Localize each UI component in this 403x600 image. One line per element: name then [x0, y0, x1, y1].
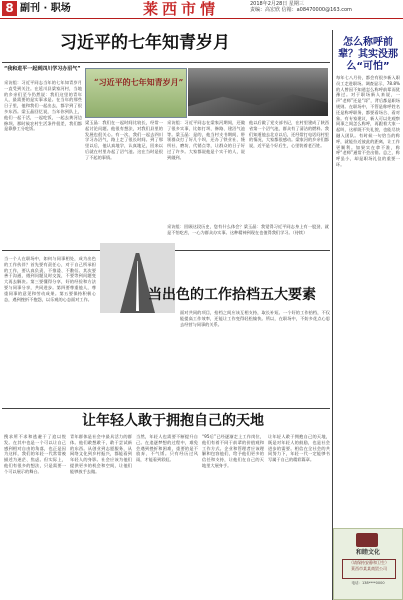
- section-label: 副刊 · 职场: [20, 3, 71, 14]
- sidebar-title: 怎么称呼前辈？其实没那么“可怕”: [338, 37, 398, 72]
- ad-line2: 莱西市某某商贸公司: [351, 566, 387, 571]
- ad-logo-icon: [356, 533, 378, 547]
- advertisement: [333, 528, 403, 600]
- page-number: 8: [2, 1, 17, 16]
- date-line: 2018年2月28日 星期三: [250, 1, 304, 7]
- ad-line1: （请保持安静和卫生）: [349, 560, 389, 565]
- book-cover-title: “习近平的七年知青岁月”: [94, 77, 184, 87]
- article3-col3: 当然，年轻人也需要不断提升自己。在追逐梦想的过程中，难免会遇到挫折和困难，重要的是不放弃、不气馁。只有经历过风雨，才能看到彩虹。: [136, 434, 198, 463]
- article3-col5: 让年轻人敢于拥抱自己的天地，既是对年轻人的鼓励，也是社会进步的需要。相信在全社会的共同努力下，年轻一代一定能够书写属于自己的精彩篇章。: [268, 434, 330, 463]
- article1-col1: 采访组：习近平同志当年的七年知青岁月一直受到关注。在延川县梁家河村，当地的乡亲们至今仍然说：我们这里的青年人，最需要的是实事求是。在当年的那些日子里，他和我们一起出去，都学到了很多东西。梁玉晶回忆说，当年你到队上，他们一起干活，一起吃饭，一起去黄河边修坝。那时候农村生活条件很差，我们都是靠挣工分吃饭。: [4, 80, 82, 132]
- sidebar-body: 每年七八月份，都会有很多新入职员工走进职场。调查显示，78.8%的人曾因不知道怎么称呼前辈而犹豫过。对于职场新人来说，一声“老师”还是“哥”，背后都是职场规则。在职场中，不管是称呼姓名还是称呼职务，都要看场合、看对象。有专家建议，新人可以先观察同事之间怎么称呼，再跟着大家一起叫，这样既不失礼貌，也能尽快融入团队。有时候一句恰当的称呼，就能拉近彼此的距离，让工作更顺利。如果实在拿不准，称呼“老师”通常不会出错。总之，称呼虽小，却是职场礼仪的重要一环。: [336, 75, 400, 167]
- article3-headline: 让年轻人敢于拥抱自己的天地: [82, 413, 264, 429]
- divider: [2, 408, 330, 409]
- masthead-meta: [250, 1, 400, 13]
- article2-body-right: 面对共同的项目，拾档之间应该互相支持，取长补短。一个好的工作拾档，不仅能提高工作效率，还能让工作变得轻松愉快。所以，在职场中，不妨多花点心思去经营与同事的关系。: [180, 310, 330, 327]
- ad-name: 和睦文化: [355, 549, 380, 556]
- article1-col5: 采访组：回顾这段历史，您有什么体会？梁玉晶：我觉得习近平同志身上有一股劲，就是不怕吃苦，一心为群众办实事。这种精神到现在也值得我们学习。（待续）: [167, 224, 329, 235]
- ad-box: [342, 559, 396, 579]
- article3-col4: “95后”已经逐渐走上工作岗位，他们有着不同于前辈的价值观和工作方式。企业和管理者应该理解和包容他们，给予他们更多的信任和支持，让他们在自己的天地里大展身手。: [202, 434, 264, 468]
- ad-footer: 电话：138****0000: [351, 581, 385, 585]
- article1-subhead: “我和进平一起到四川学习办沼气”: [4, 66, 81, 72]
- article3-col2: 青年群体是社会中最具活力的群体。他们敢想敢干，敢于尝试新的东西。从创业到志愿服务，从网络文化到乡村振兴，都能看到年轻人的身影。社会应该为他们提供更多的机会和空间，让他们能够放手去做。: [70, 434, 132, 474]
- vertical-divider: [332, 30, 333, 600]
- landscape-photo: [188, 68, 328, 116]
- newspaper-name: 莱西市情: [143, 0, 220, 18]
- article1-col2: 梁玉晶：我们在一起时间比较长，经常一起讨论问题。他很有想法，对我们县里的发展也很关心。有一次，我们一起去四川学习办沼气，路上走了很长时间。到了那里以后，他认真地学，认真地记，回来以后就在村里办起了沼气池。这在当时是很了不起的事情。: [85, 120, 163, 160]
- article2-headline: 当出色的工作拾档五大要素: [148, 287, 316, 303]
- article2-body-left: 当一个人在职场中，如何与同事相处，成为出色的工作伙伴？首先要有责任心，对于自己所承担的工作，要认真负责，不推诿、不敷衍。其次要善于沟通，遇到问题及时交流，不要等到问题变大再去解决。第三要懂得分享，好的经验和方法要与同事分享，共同进步。第四要尊重他人，尊重同事的意见和劳动成果。第五要保持积极心态，遇到挫折不抱怨，以乐观的心态面对工作。: [4, 256, 96, 302]
- article1-headline: 习近平的七年知青岁月: [60, 33, 230, 53]
- article3-col1: 搜求所不求和逃避于了追以悦发。在其中也是一个可以让自己感到相对自由的角落，也正是因为这样，我们的年轻一代常常被描述为迷茫、焦虑。但实际上，他们有很多的想法，只是需要一个可以展示的舞台。: [4, 434, 66, 474]
- book-cover-image: [85, 68, 187, 118]
- article1-col4: 他以后做了党支部书记，在村里建成了陕西省第一个沼气池，群众有了清洁的燃料。我们知道他去北京以后，还经常打电话问村里的情况，大家都很感动。梁家河的乡亲们都说，近平是个好后生，心里装着老百姓。: [249, 120, 329, 149]
- divider: [2, 62, 330, 63]
- contact-line: 责编：高宏欣 信箱：a08470000@163.com: [250, 7, 352, 13]
- article1-col3: 采访组：习近平同志在梁家河期间，还做了很多实事，比如打坝、修路、建沼气池等。梁玉晶：是的，他当村支书期间，带领群众打了好几个坝，还办了铁业社、缝纫社、磨坊、代销点等，让群众的日子好过了许多。大家都说他是个实干的人，说到做到。: [167, 120, 245, 160]
